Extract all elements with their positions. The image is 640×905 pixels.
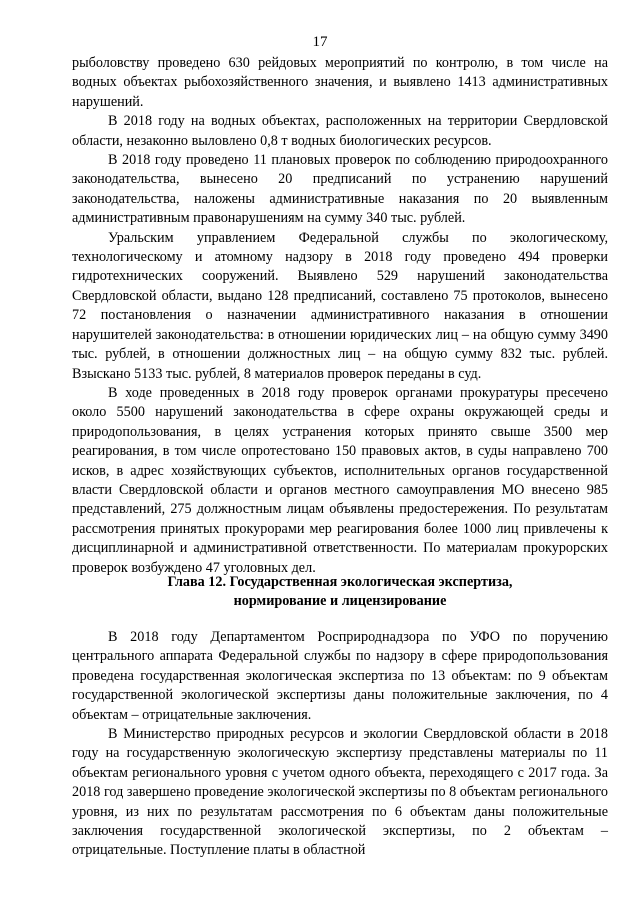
text-block-top	[72, 54, 608, 578]
page-number: 17	[312, 34, 328, 50]
paragraph-prosecutor-checks: В ходе проведенных в 2018 году проверок органами прокуратуры пресечено около 5500 нарушений законодательства в сфере охраны окружающей среды и природопользования, в целях устранения которых принято свыше 3500 мер реагирования, в том числе опротестовано 150 правовых актов, в суды направлено 700 исков, в адрес хозяйствующих субъектов, исполнительных органов государственной власти Свердловской области и органов местного самоуправления МО внесено 985 представлений, 275 должностным лицам объявлены предостережения. По результатам рассмотрения принятых прокурорами мер реагирования более 1000 лиц привлечены к дисциплинарной и административной ответственности. По материалам прокурорских проверок возбуждено 47 уголовных дел.	[72, 384, 608, 576]
paragraph-rostechnadzor: Уральским управлением Федеральной службы по экологическому, технологическому и атомному надзору в 2018 году проведено 494 проверки гидротехнических сооружений. Выявлено 529 нарушений законодательства Свердловской области, выдано 128 предписаний, составлено 75 протоколов, вынесено 72 постановления о назначении административного наказания в отношении нарушителей законодательства: в отношении юридических лиц – на общую сумму 3490 тыс. рублей, в отношении должностных лиц – на общую сумму 832 тыс. рублей. Взыскано 5133 тыс. рублей, 8 материалов проверок переданы в суд.	[72, 229, 608, 382]
paragraph-illegal-catch: В 2018 году на водных объектах, расположенных на территории Свердловской области, незаконно выловлено 0,8 т водных биологических ресурсов.	[72, 113, 608, 149]
chapter-title-line-2: нормирование и лицензирование	[233, 593, 447, 610]
paragraph-fishing-raids: рыболовству проведено 630 рейдовых мероприятий по контролю, в том числе на водных объектах рыбохозяйственного значения, и выявлено 1413 административных нарушений.	[72, 55, 608, 110]
paragraph-regional-expertise: В Министерство природных ресурсов и экологии Свердловской области в 2018 году на государственную экологическую экспертизу представлены материалы по 11 объектам регионального уровня с учетом одного объекта, переходящего с 2017 года. За 2018 год завершено проведение экологической экспертизы по 8 объектам регионального уровня, из них по результатам рассмотрения по 6 объектам даны положительные заключения государственной экологической экспертизы, по 2 объектам – отрицательные. Поступление платы в областной	[72, 726, 608, 859]
chapter-title-line-1: Глава 12. Государственная экологическая экспертиза,	[167, 574, 513, 590]
paragraph-federal-expertise: В 2018 году Департаментом Росприроднадзора по УФО по поручению центрального аппарата Федеральной службы по надзору в сфере природопользования проведена государственная экологическая экспертиза по 13 объектам: по 9 объектам государственной экологической экспертизы даны положительные заключения, по 4 объектам – отрицательные заключения.	[72, 629, 608, 723]
text-block-bottom	[72, 628, 608, 861]
paragraph-planned-inspections: В 2018 году проведено 11 плановых проверок по соблюдению природоохранного законодательства, вынесено 20 предписаний по устранению нарушений законодательства, наложены административные наказания по 20 выявленным административным правонарушениям на сумму 340 тыс. рублей.	[72, 152, 608, 227]
chapter-heading	[72, 573, 608, 612]
